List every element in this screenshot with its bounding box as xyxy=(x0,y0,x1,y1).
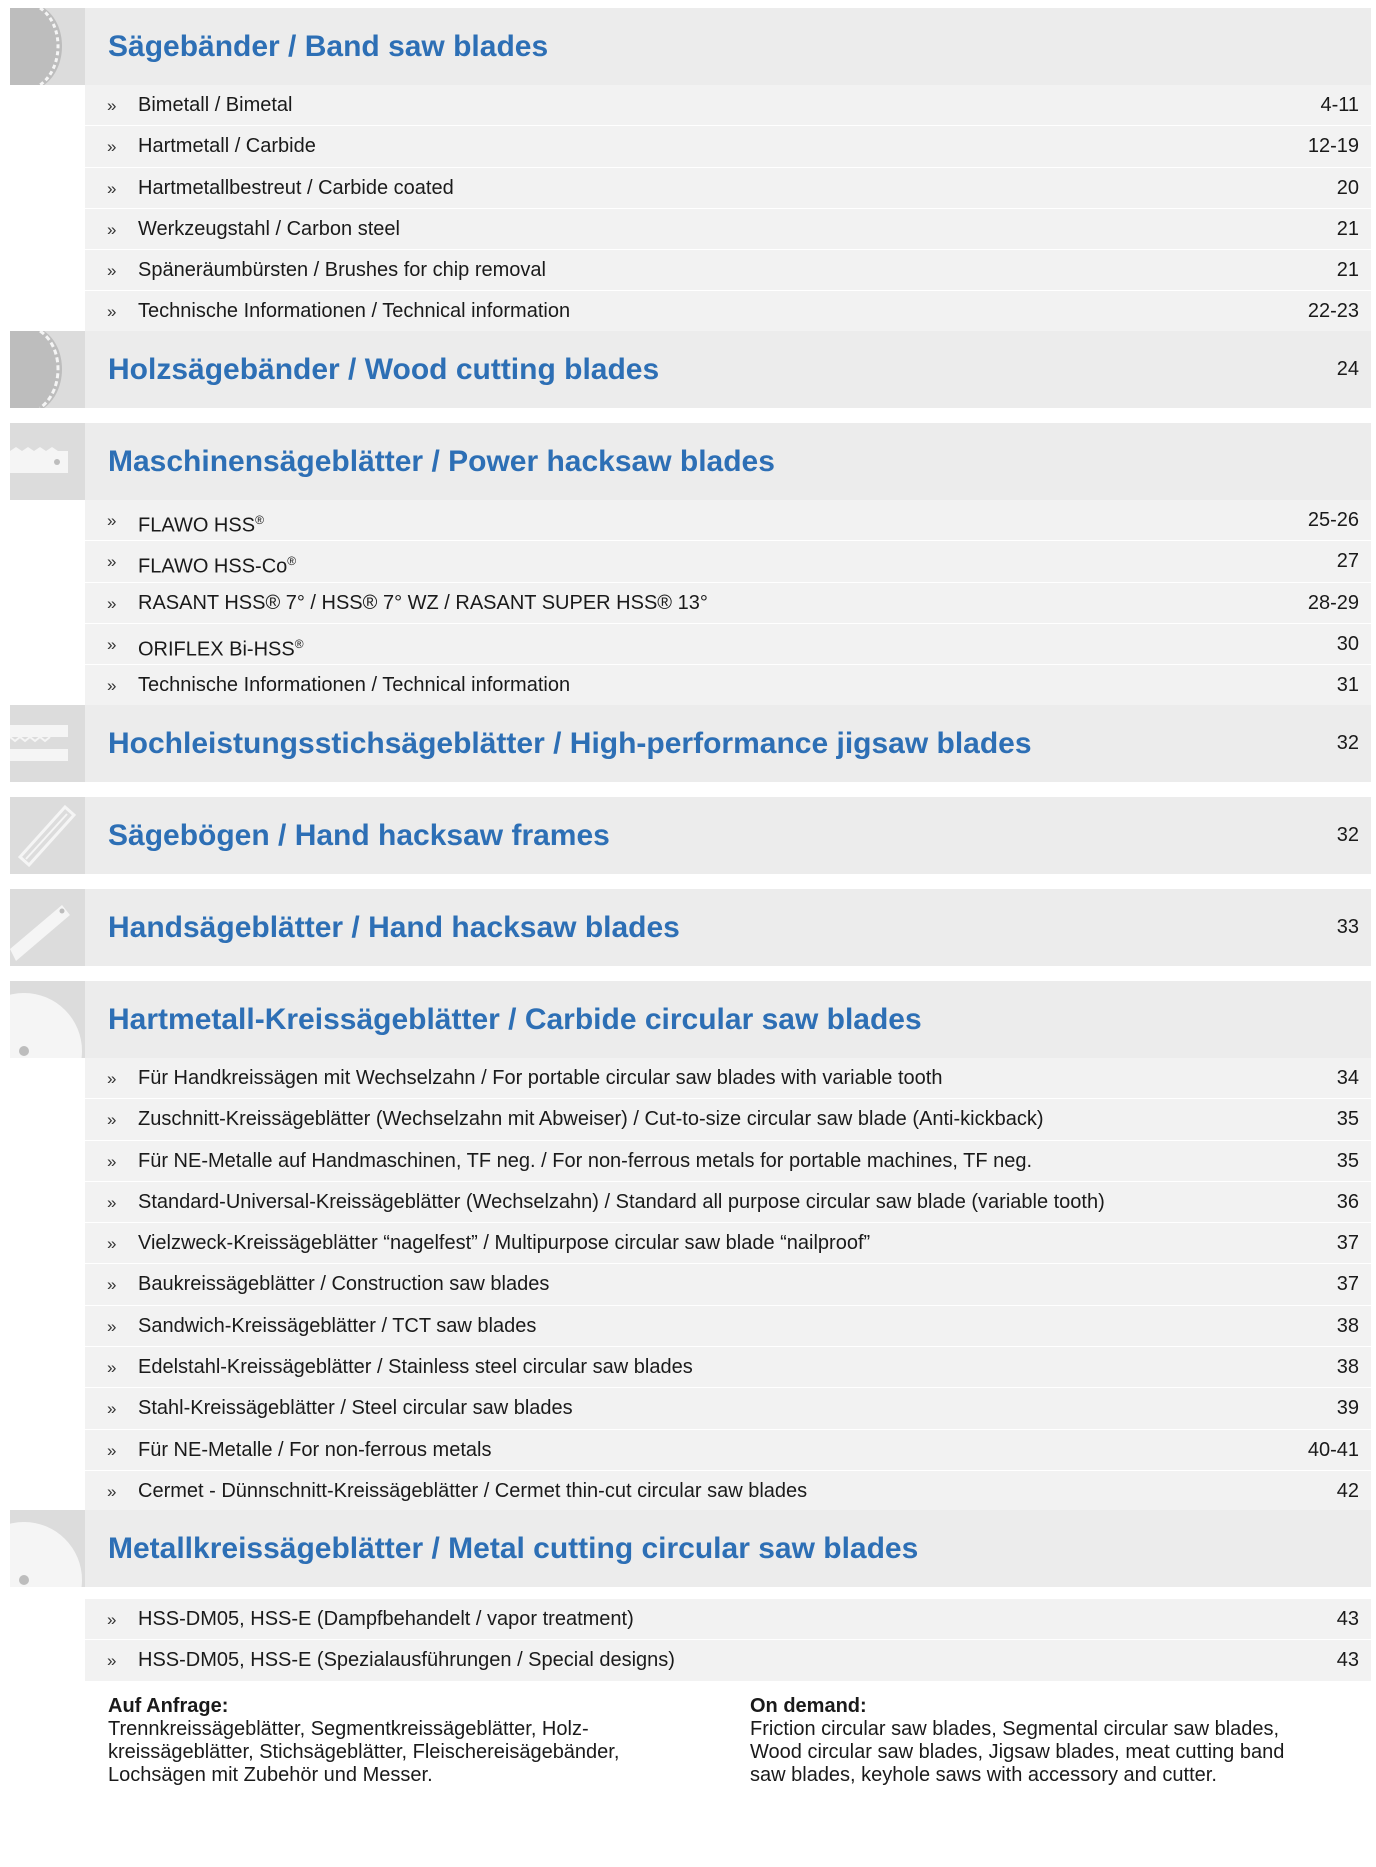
section-rows xyxy=(85,500,1371,706)
bullet: » xyxy=(107,1358,117,1378)
section-header[interactable] xyxy=(10,889,1371,966)
section-jigsaw-blades xyxy=(10,705,1371,782)
toc-label: HSS-DM05, HSS-E (Dampfbehandelt / vapor treatment) xyxy=(138,1608,634,1630)
toc-row[interactable] xyxy=(85,665,1371,706)
toc-page: 42 xyxy=(1336,1479,1359,1502)
toc-page: 12-19 xyxy=(1307,135,1359,158)
bullet: » xyxy=(107,511,117,530)
jigsaw-blade-icon xyxy=(10,705,85,782)
toc-row[interactable] xyxy=(85,541,1371,582)
bullet: » xyxy=(107,676,117,696)
toc-page: 37 xyxy=(1336,1273,1359,1296)
toc-row[interactable] xyxy=(85,1182,1371,1223)
bullet: » xyxy=(107,137,117,157)
bullet: » xyxy=(107,1069,117,1088)
registered-mark: ® xyxy=(287,554,297,569)
toc-label-text: FLAWO HSS xyxy=(138,514,256,537)
section-page: 32 xyxy=(1336,732,1359,754)
section-title: Sägebögen / Hand hacksaw frames xyxy=(108,819,610,852)
toc-label xyxy=(138,500,264,547)
section-header[interactable] xyxy=(10,797,1371,874)
bullet: » xyxy=(107,1316,117,1336)
toc-row[interactable] xyxy=(85,126,1371,167)
note-line: Lochsägen mit Zubehör und Messer. xyxy=(108,1764,433,1786)
toc-label: Für NE-Metalle / For non-ferrous metals xyxy=(138,1438,492,1461)
power-hacksaw-blade-icon xyxy=(10,423,85,500)
section-title: Metallkreissägeblätter / Metal cutting circular saw blades xyxy=(108,1532,919,1565)
section-rows xyxy=(85,85,1371,333)
toc-row[interactable] xyxy=(85,500,1371,541)
bullet: » xyxy=(107,261,117,281)
section-hand-hacksaw-frames xyxy=(10,797,1371,874)
toc-page: 34 xyxy=(1336,1067,1359,1089)
bullet: » xyxy=(107,178,117,198)
toc-page: 27 xyxy=(1336,550,1359,573)
circular-saw-blade-icon xyxy=(10,981,85,1058)
note-line: saw blades, keyhole saws with accessory and cutter. xyxy=(750,1764,1217,1786)
toc-row[interactable] xyxy=(85,1223,1371,1264)
toc-page: 37 xyxy=(1336,1232,1359,1255)
note-line: Friction circular saw blades, Segmental circular saw blades, xyxy=(750,1718,1280,1740)
toc-label: Technische Informationen / Technical information xyxy=(138,674,571,697)
bullet: » xyxy=(107,1192,117,1212)
toc-page: 43 xyxy=(1336,1649,1359,1672)
toc-label: Standard-Universal-Kreissägeblätter (Wechselzahn) / Standard all purpose circular saw blade (variable tooth) xyxy=(138,1190,1105,1213)
bullet: » xyxy=(107,593,117,613)
registered-mark: ® xyxy=(294,636,304,651)
section-power-hacksaw-blades xyxy=(10,423,1371,706)
toc-row[interactable] xyxy=(85,1471,1371,1512)
section-header[interactable] xyxy=(10,981,1371,1058)
registered-mark: ® xyxy=(255,513,264,527)
toc-row[interactable] xyxy=(85,168,1371,209)
toc-row[interactable] xyxy=(85,1099,1371,1140)
hacksaw-frame-icon xyxy=(10,797,85,874)
section-title: Hochleistungsstichsägeblätter / High-performance jigsaw blades xyxy=(108,727,1032,760)
toc-row[interactable] xyxy=(85,1306,1371,1347)
section-rows xyxy=(85,1599,1371,1682)
section-band-saw-blades xyxy=(10,8,1371,333)
bullet: » xyxy=(107,552,117,572)
toc-label: Baukreissägeblätter / Construction saw blades xyxy=(138,1273,550,1296)
toc-row[interactable] xyxy=(85,1430,1371,1471)
bullet: » xyxy=(107,634,117,654)
toc-row[interactable] xyxy=(85,1388,1371,1429)
bullet: » xyxy=(107,96,117,115)
toc-label: Hartmetall / Carbide xyxy=(138,135,316,158)
section-page: 32 xyxy=(1336,824,1359,846)
toc-row[interactable] xyxy=(85,1599,1371,1640)
toc-label: RASANT HSS® 7° / HSS® 7° WZ / RASANT SUPER HSS® 13° xyxy=(138,591,708,614)
toc-label: Technische Informationen / Technical information xyxy=(138,300,571,323)
bullet: » xyxy=(107,1110,117,1130)
toc-page: 38 xyxy=(1336,1314,1359,1337)
bullet: » xyxy=(107,1234,117,1254)
toc-label-text: FLAWO HSS-Co xyxy=(138,555,288,578)
section-title: Hartmetall-Kreissägeblätter / Carbide circular saw blades xyxy=(108,1003,922,1036)
bullet: » xyxy=(107,1440,117,1460)
wood-bandsaw-blade-icon xyxy=(10,331,85,408)
section-header[interactable] xyxy=(10,331,1371,408)
bandsaw-blade-icon xyxy=(10,8,85,85)
section-rows xyxy=(85,1058,1371,1512)
toc-label: Zuschnitt-Kreissägeblätter (Wechselzahn mit Abweiser) / Cut-to-size circular saw blade (Anti-kickback) xyxy=(138,1108,1044,1131)
section-title: Maschinensägeblätter / Power hacksaw blades xyxy=(108,445,775,478)
toc-row[interactable] xyxy=(85,1347,1371,1388)
toc-row[interactable] xyxy=(85,583,1371,624)
toc-page: 31 xyxy=(1336,674,1359,697)
bullet: » xyxy=(107,1651,117,1671)
toc-page: 21 xyxy=(1336,217,1359,240)
section-header[interactable] xyxy=(10,1510,1371,1587)
toc-page: 25-26 xyxy=(1307,509,1359,531)
note-title: Auf Anfrage: xyxy=(108,1695,229,1717)
toc-row[interactable] xyxy=(85,250,1371,291)
section-metal-cutting-circular-saw-blades xyxy=(10,1510,1371,1682)
toc-row[interactable] xyxy=(85,209,1371,250)
toc-label: Für NE-Metalle auf Handmaschinen, TF neg. / For non-ferrous metals for portable machines, TF neg. xyxy=(138,1149,1033,1172)
section-page: 24 xyxy=(1336,358,1359,380)
toc-page: 36 xyxy=(1336,1190,1359,1213)
hand-hacksaw-blade-icon xyxy=(10,889,85,966)
toc-label: Edelstahl-Kreissägeblätter / Stainless steel circular saw blades xyxy=(138,1356,693,1379)
toc-page: 38 xyxy=(1336,1356,1359,1379)
note-line: Trennkreissägeblätter, Segmentkreissägeblätter, Holz- xyxy=(108,1718,589,1740)
section-wood-cutting-blades xyxy=(10,331,1371,408)
toc-page: 28-29 xyxy=(1307,591,1359,614)
note-line: Wood circular saw blades, Jigsaw blades, meat cutting band xyxy=(750,1741,1285,1763)
toc-page: 35 xyxy=(1336,1149,1359,1172)
note-title: On demand: xyxy=(750,1695,867,1717)
toc-row[interactable] xyxy=(85,1640,1371,1681)
toc-label: Für Handkreissägen mit Wechselzahn / For portable circular saw blades with variable tooth xyxy=(138,1067,943,1089)
metal-circular-saw-blade-icon xyxy=(10,1510,85,1587)
toc-row[interactable] xyxy=(85,85,1371,126)
toc-label xyxy=(138,624,304,671)
toc-label: Sandwich-Kreissägeblätter / TCT saw blades xyxy=(138,1314,537,1337)
bullet: » xyxy=(107,1399,117,1419)
toc-page: 22-23 xyxy=(1307,300,1359,323)
toc-row[interactable] xyxy=(85,1058,1371,1099)
toc-page: 40-41 xyxy=(1307,1438,1359,1461)
toc-label: Hartmetallbestreut / Carbide coated xyxy=(138,176,454,199)
toc-page: 21 xyxy=(1336,259,1359,282)
toc-label: Stahl-Kreissägeblätter / Steel circular saw blades xyxy=(138,1397,573,1420)
section-title: Handsägeblätter / Hand hacksaw blades xyxy=(108,911,680,944)
section-carbide-circular-saw-blades xyxy=(10,981,1371,1512)
bullet: » xyxy=(107,1151,117,1171)
toc-label: Cermet - Dünnschnitt-Kreissägeblätter / Cermet thin-cut circular saw blades xyxy=(138,1479,808,1502)
bullet: » xyxy=(107,1275,117,1295)
toc-label: HSS-DM05, HSS-E (Spezialausführungen / Special designs) xyxy=(138,1649,675,1672)
note-english xyxy=(750,1695,1350,1787)
bullet: » xyxy=(107,1481,117,1501)
toc-row[interactable] xyxy=(85,291,1371,332)
bullet: » xyxy=(107,219,117,239)
toc-label: Späneräumbürsten / Brushes for chip removal xyxy=(138,259,546,282)
toc-page: 30 xyxy=(1336,632,1359,655)
section-hand-hacksaw-blades xyxy=(10,889,1371,966)
section-header[interactable] xyxy=(10,8,1371,85)
toc-page: 35 xyxy=(1336,1108,1359,1131)
toc-page: 20 xyxy=(1336,176,1359,199)
note-german xyxy=(108,1695,708,1787)
toc-row[interactable] xyxy=(85,624,1371,665)
bullet: » xyxy=(107,1610,117,1629)
section-title: Holzsägebänder / Wood cutting blades xyxy=(108,353,660,386)
toc-page: 4-11 xyxy=(1320,94,1359,116)
section-header[interactable] xyxy=(10,423,1371,500)
toc-row[interactable] xyxy=(85,1264,1371,1305)
toc-page: 43 xyxy=(1336,1608,1359,1630)
bullet: » xyxy=(107,302,117,322)
toc-label: Vielzweck-Kreissägeblätter “nagelfest” / Multipurpose circular saw blade “nailproof” xyxy=(138,1232,871,1255)
section-header[interactable] xyxy=(10,705,1371,782)
toc-label: Bimetall / Bimetal xyxy=(138,94,293,116)
toc-label: Werkzeugstahl / Carbon steel xyxy=(138,217,400,240)
toc-label-text: ORIFLEX Bi-HSS xyxy=(138,638,295,661)
section-title: Sägebänder / Band saw blades xyxy=(108,30,549,63)
toc-row[interactable] xyxy=(85,1141,1371,1182)
toc-label xyxy=(138,541,296,588)
note-line: kreissägeblätter, Stichsägeblätter, Fleischereisägebänder, xyxy=(108,1741,620,1763)
toc-page: 39 xyxy=(1336,1397,1359,1420)
section-page: 33 xyxy=(1336,916,1359,938)
